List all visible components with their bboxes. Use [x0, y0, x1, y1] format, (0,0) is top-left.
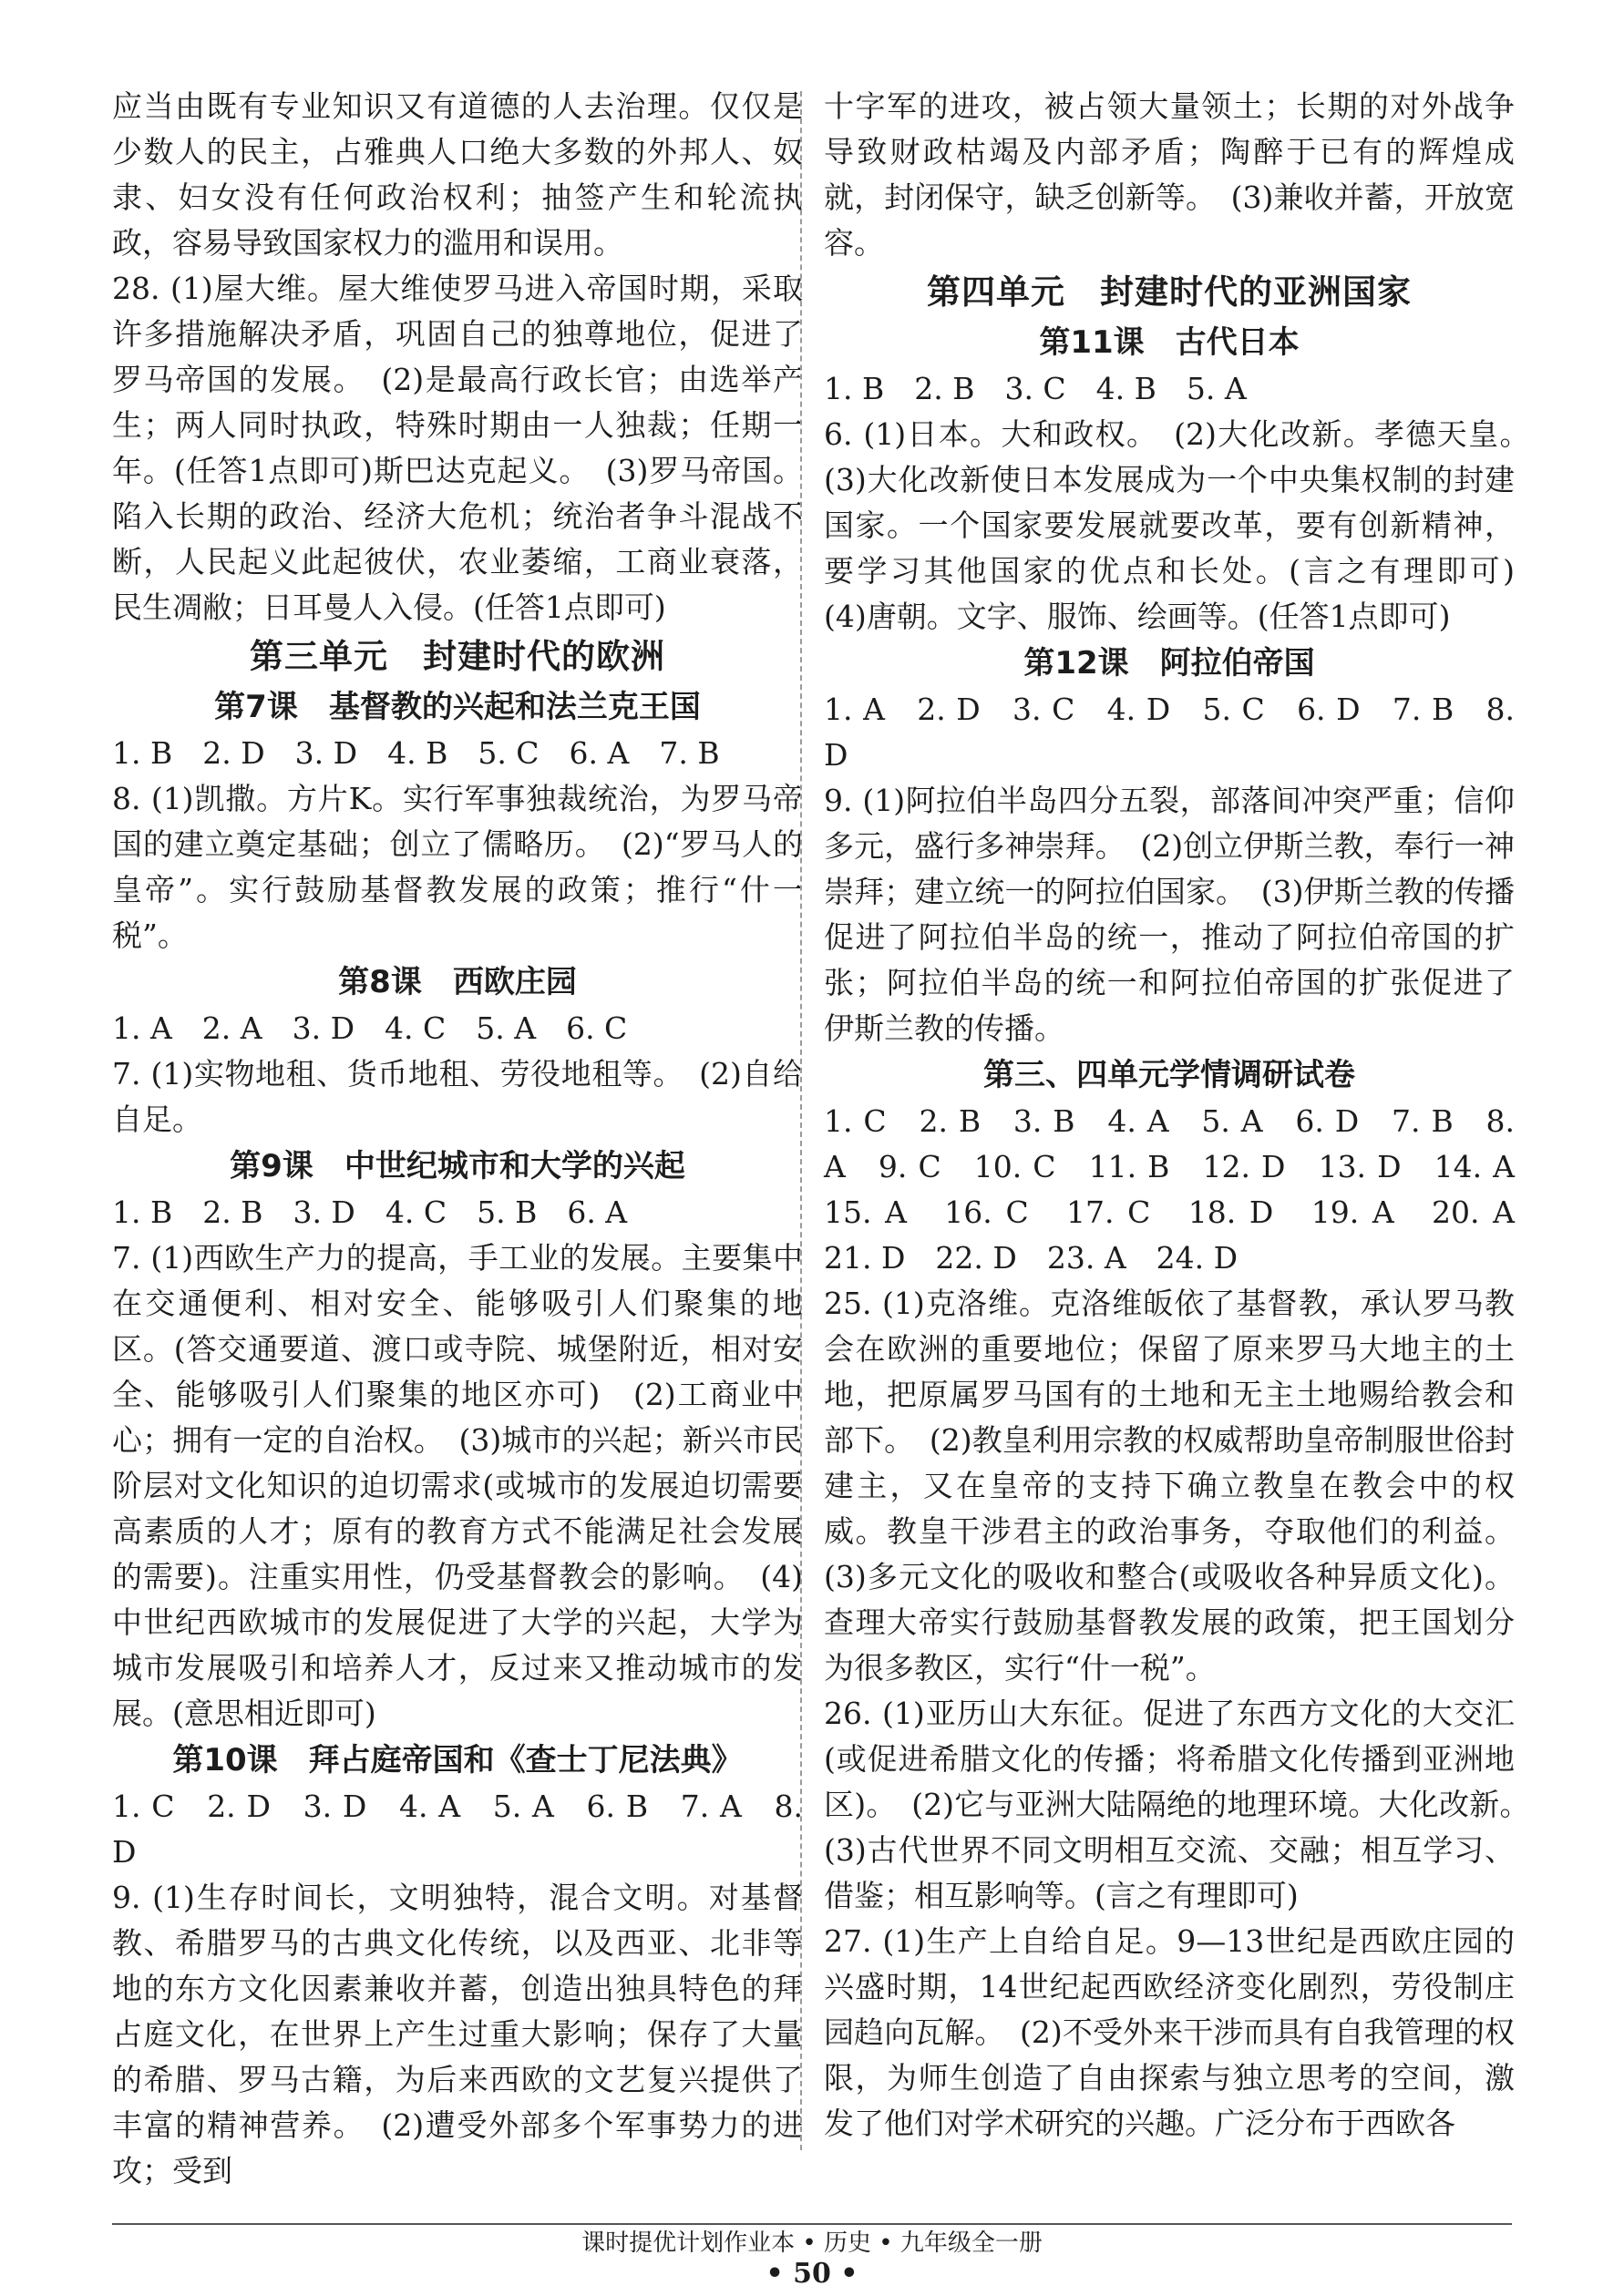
lesson11-choice-answers: 1. B 2. B 3. C 4. B 5. A — [824, 371, 1247, 406]
lesson9-answer-q7: 7. (1)西欧生产力的提高，手工业的发展。主要集中在交通便利、相对安全、能够吸引人们聚集的地区。(答交通要道、渡口或寺院、城堡附近，相对安全、能够吸引人们聚集的地区亦可) (2)工商业中心；拥有一定的自治权。 (3)城市的兴起；新兴市民阶层对文化知识的迫切需求(或城市的发展迫切需要高素质的人才；原有的教育方式不能满足社会发展的需要)。注重实用性，仍受基督教会的影响。 (4)中世纪西欧城市的发展促进了大学的兴起，大学为城市发展吸引和培养人才，反过来又推动城市的发展。(意思相近即可) — [112, 1240, 803, 1731]
test-heading: 第三、四单元学情调研试卷 — [983, 1057, 1355, 1093]
lesson9-choice-answers: 1. B 2. B 3. D 4. C 5. B 6. A — [112, 1194, 628, 1230]
test-answer-q27: 27. (1)生产上自给自足。9—13世纪是西欧庄园的兴盛时期，14世纪起西欧经济变化剧烈，劳役制庄园趋向瓦解。 (2)不受外来干涉而具有自我管理的权限，为师生创造了自由探索与独立思考的空间，激发了他们对学术研究的兴趣。广泛分布于西欧各 — [824, 1923, 1515, 2141]
lesson7-answer-q8: 8. (1)凯撒。方片K。实行军事独裁统治，为罗马帝国的建立奠定基础；创立了儒略历。 (2)“罗马人的皇帝”。实行鼓励基督教发展的政策；推行“什一税”。 — [112, 781, 803, 953]
lesson-heading-11: 第11课 古代日本 — [1039, 324, 1300, 361]
lesson10-answer-q9: 9. (1)生存时间长，文明独特，混合文明。对基督教、希腊罗马的古典文化传统，以及西亚、北非等地的东方文化因素兼收并蓄，创造出独具特色的拜占庭文化，在世界上产生过重大影响；保存了大量的希腊、罗马古籍，为后来西欧的文艺复兴提供了丰富的精神营养。 (2)遭受外部多个军事势力的进攻；受到 — [112, 1880, 803, 2188]
lesson8-answer-q7: 7. (1)实物地租、货币地租、劳役地租等。 (2)自给自足。 — [112, 1056, 803, 1137]
test-choice-answers: 1. C 2. B 3. B 4. A 5. A 6. D 7. B 8. A 9. C 10. C 11. B 12. D 13. D 14. A 15. A 16. C 17. C 18. D 19. A 20. A 21. D 22. D 23. A 24. D — [824, 1103, 1545, 1276]
footer-book-title: 课时提优计划作业本 • 历史 • 九年级全一册 — [581, 2229, 1043, 2257]
lesson-heading-7: 第7课 基督教的兴起和法兰克王国 — [214, 689, 701, 725]
page-number: • 50 • — [766, 2258, 858, 2290]
continuation-paragraph: 十字军的进攻，被占领大量领土；长期的对外战争导致财政枯竭及内部矛盾；陶醉于已有的辉煌成就，封闭保守，缺乏创新等。 (3)兼收并蓄，开放宽容。 — [824, 88, 1515, 261]
answer-q28: 28. (1)屋大维。屋大维使罗马进入帝国时期，采取许多措施解决矛盾，巩固自己的独尊地位，促进了罗马帝国的发展。 (2)是最高行政长官；由选举产生；两人同时执政，特殊时期由一人独裁；任期一年。(任答1点即可)斯巴达克起义。 (3)罗马帝国。陷入长期的政治、经济大危机；统治者争斗混战不断，人民起义此起彼伏，农业萎缩，工商业衰落，民生凋敝；日耳曼人入侵。(任答1点即可) — [112, 271, 803, 625]
lesson-heading-12: 第12课 阿拉伯帝国 — [1023, 645, 1315, 682]
left-column — [112, 84, 803, 2194]
test-answer-q26: 26. (1)亚历山大东征。促进了东西方文化的大交汇(或促进希腊文化的传播；将希腊文化传播到亚洲地区)。 (2)它与亚洲大陆隔绝的地理环境。大化改新。 (3)古代世界不同文明相互交流、交融；相互学习、借鉴；相互影响等。(言之有理即可) — [824, 1696, 1545, 1913]
lesson-heading-9: 第9课 中世纪城市和大学的兴起 — [230, 1148, 685, 1184]
lesson8-choice-answers: 1. A 2. A 3. D 4. C 5. A 6. C — [112, 1010, 628, 1046]
continuation-paragraph: 应当由既有专业知识又有道德的人去治理。仅仅是少数人的民主，占雅典人口绝大多数的外邦人、奴隶、妇女没有任何政治权利；抽签产生和轮流执政，容易导致国家权力的滥用和误用。 — [112, 88, 803, 261]
test-answer-q25: 25. (1)克洛维。克洛维皈依了基督教，承认罗马教会在欧洲的重要地位；保留了原来罗马大地主的土地，把原属罗马国有的土地和无主土地赐给教会和部下。 (2)教皇利用宗教的权威帮助皇帝制服世俗封建主，又在皇帝的支持下确立教皇在教会中的权威。教皇干涉君主的政治事务，夺取他们的利益。(3)多元文化的吸收和整合(或吸收各种异质文化)。查理大帝实行鼓励基督教发展的政策，把王国划分为很多教区，实行“什一税”。 — [824, 1286, 1515, 1686]
unit-heading-4: 第四单元 封建时代的亚洲国家 — [927, 272, 1412, 312]
footer-rule — [112, 2223, 1512, 2225]
lesson11-answer-q6: 6. (1)日本。大和政权。 (2)大化改新。孝德天皇。 (3)大化改新使日本发展成为一个中央集权制的封建国家。一个国家要发展就要改革，要有创新精神，要学习其他国家的优点和长处。(言之有理即可) (4)唐朝。文字、服饰、绘画等。(任答1点即可) — [824, 416, 1545, 634]
lesson-heading-8: 第8课 西欧庄园 — [338, 964, 577, 1000]
lesson10-choice-answers: 1. C 2. D 3. D 4. A 5. A 6. B 7. A 8. D — [112, 1789, 803, 1870]
right-column — [824, 84, 1545, 2147]
lesson7-choice-answers: 1. B 2. D 3. D 4. B 5. C 6. A 7. B — [112, 735, 720, 771]
lesson12-choice-answers: 1. A 2. D 3. C 4. D 5. C 6. D 7. B 8. D — [824, 692, 1515, 773]
column-divider — [800, 91, 802, 2150]
lesson-heading-10: 第10课 拜占庭帝国和《查士丁尼法典》 — [172, 1742, 743, 1778]
lesson12-answer-q9: 9. (1)阿拉伯半岛四分五裂，部落间冲突严重；信仰多元，盛行多神崇拜。 (2)创立伊斯兰教，奉行一神崇拜；建立统一的阿拉伯国家。 (3)伊斯兰教的传播促进了阿拉伯半岛的统一，推动了阿拉伯帝国的扩张；阿拉伯半岛的统一和阿拉伯帝国的扩张促进了伊斯兰教的传播。 — [824, 783, 1515, 1046]
unit-heading-3: 第三单元 封建时代的欧洲 — [250, 637, 665, 676]
